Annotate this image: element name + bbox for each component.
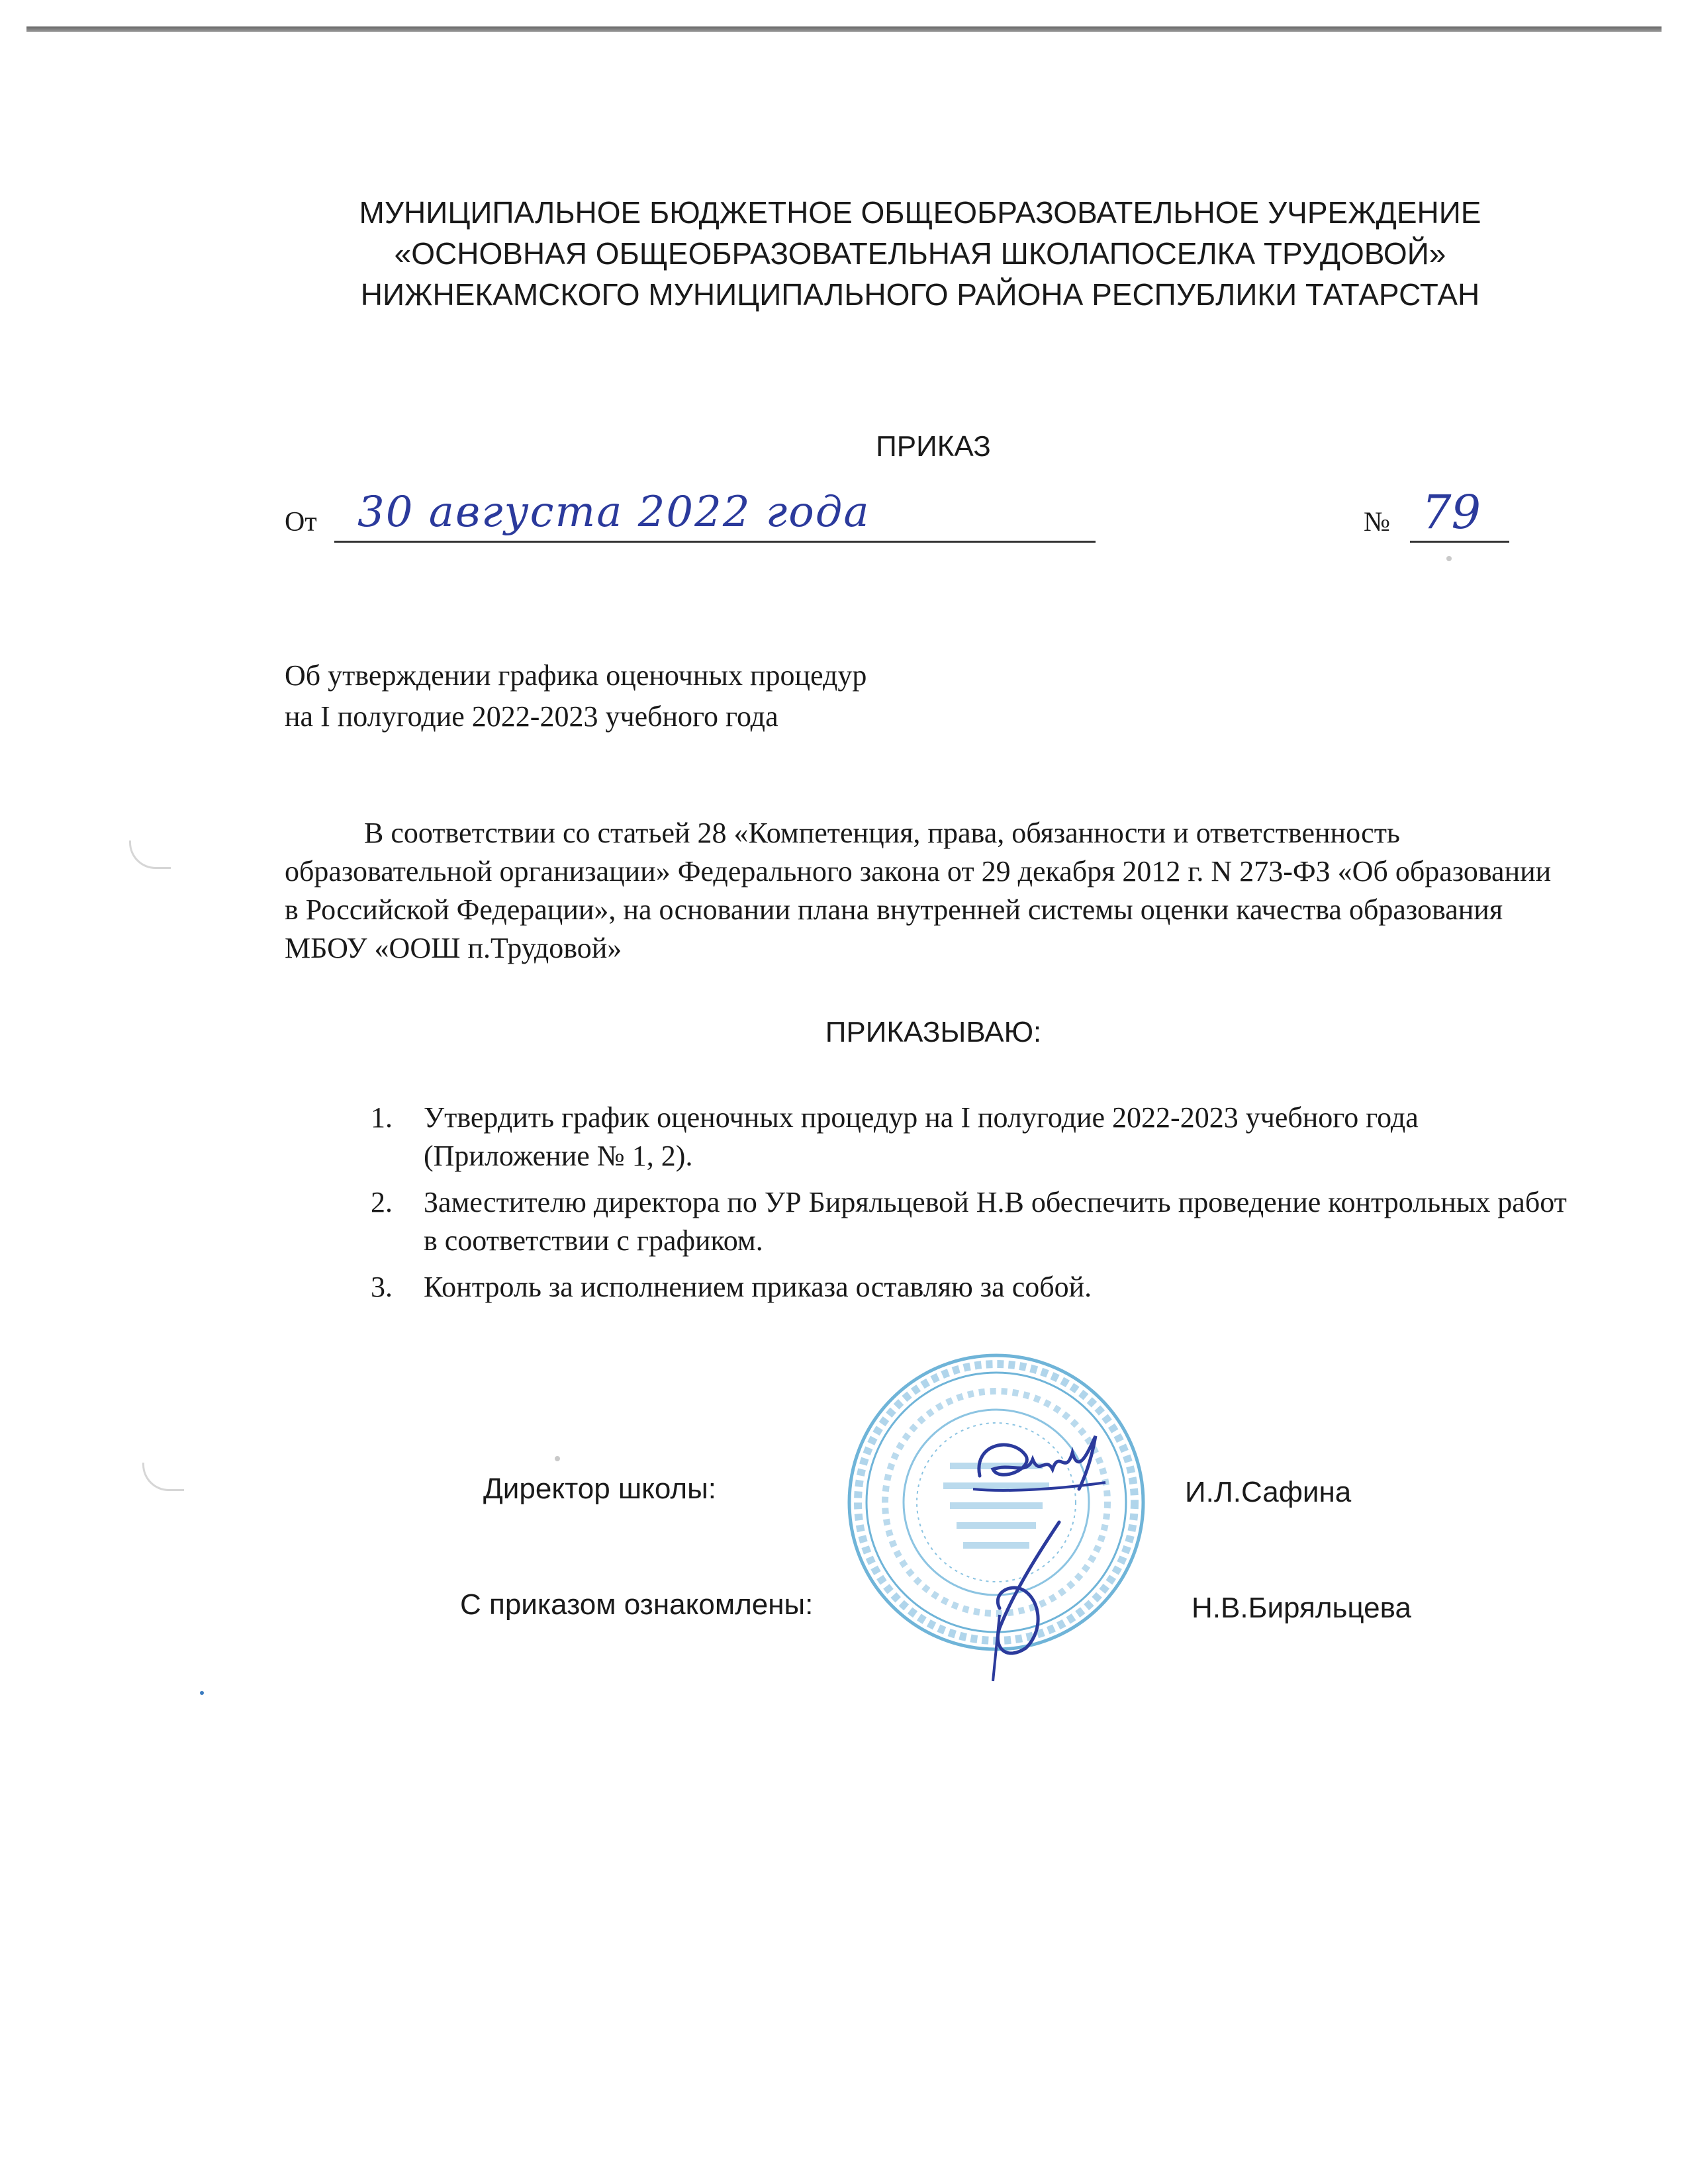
item-number: 3. xyxy=(371,1271,393,1303)
preamble-paragraph xyxy=(285,814,1556,968)
number-label: № xyxy=(1364,507,1391,537)
header-line-3: НИЖНЕКАМСКОГО МУНИЦИПАЛЬНОГО РАЙОНА РЕСПУБЛИКИ ТАТАРСТАН xyxy=(360,277,1480,312)
director-name: И.Л.Сафина xyxy=(1185,1476,1352,1508)
handwritten-number: 79 xyxy=(1422,485,1481,539)
header-line-2: «ОСНОВНАЯ ОБЩЕОБРАЗОВАТЕЛЬНАЯ ШКОЛАПОСЕЛКА ТРУДОВОЙ» xyxy=(394,236,1446,271)
list-item xyxy=(371,1099,1575,1175)
item-text: Утвердить график оценочных процедур на I полугодие 2022-2023 учебного года (Приложение № 1, 2). xyxy=(424,1101,1419,1172)
punch-hole-mark xyxy=(142,1463,184,1491)
item-text: Заместителю директора по УР Биряльцевой Н.В обеспечить проведение контрольных работ в соответствии с графиком. xyxy=(424,1186,1567,1257)
preamble-text: В соответствии со статьей 28 «Компетенция, права, обязанности и ответственность образовательной организации» Федерального закона от 29 декабря 2012 г. N 273-ФЗ «Об образовании в Российской Федерации», на основании плана внутренней системы оценки качества образования МБОУ «ООШ п.Трудовой» xyxy=(285,817,1552,964)
from-label: От xyxy=(285,507,317,537)
header-line-1: МУНИЦИПАЛЬНОЕ БЮДЖЕТНОЕ ОБЩЕОБРАЗОВАТЕЛЬНОЕ УЧРЕЖДЕНИЕ xyxy=(359,195,1481,230)
acquainted-name: Н.В.Биряльцева xyxy=(1192,1592,1411,1624)
order-subject xyxy=(285,655,867,737)
list-item xyxy=(371,1183,1575,1260)
order-declaration: ПРИКАЗЫВАЮ: xyxy=(825,1016,1042,1048)
item-text: Контроль за исполнением приказа оставляю за собой. xyxy=(424,1271,1092,1303)
director-signature xyxy=(953,1430,1125,1688)
acquainted-label: С приказом ознакомлены: xyxy=(460,1588,814,1621)
list-item xyxy=(371,1268,1575,1306)
item-number: 2. xyxy=(371,1186,393,1218)
punch-hole-mark xyxy=(129,841,171,869)
organization-header xyxy=(311,192,1529,315)
scan-edge-line xyxy=(26,26,1662,32)
item-number: 1. xyxy=(371,1101,393,1134)
subject-line-2: на I полугодие 2022-2023 учебного года xyxy=(285,700,778,733)
scan-speck xyxy=(555,1456,560,1461)
date-underline xyxy=(334,541,1096,543)
date-number-line xyxy=(285,485,1542,559)
document-title: ПРИКАЗ xyxy=(876,430,991,463)
number-underline xyxy=(1410,541,1509,543)
subject-line-1: Об утверждении графика оценочных процедур xyxy=(285,659,867,692)
director-label: Директор школы: xyxy=(483,1473,716,1505)
scan-speck xyxy=(200,1691,204,1695)
order-items-list xyxy=(371,1099,1575,1314)
handwritten-date: 30 августа 2022 года xyxy=(357,488,870,537)
